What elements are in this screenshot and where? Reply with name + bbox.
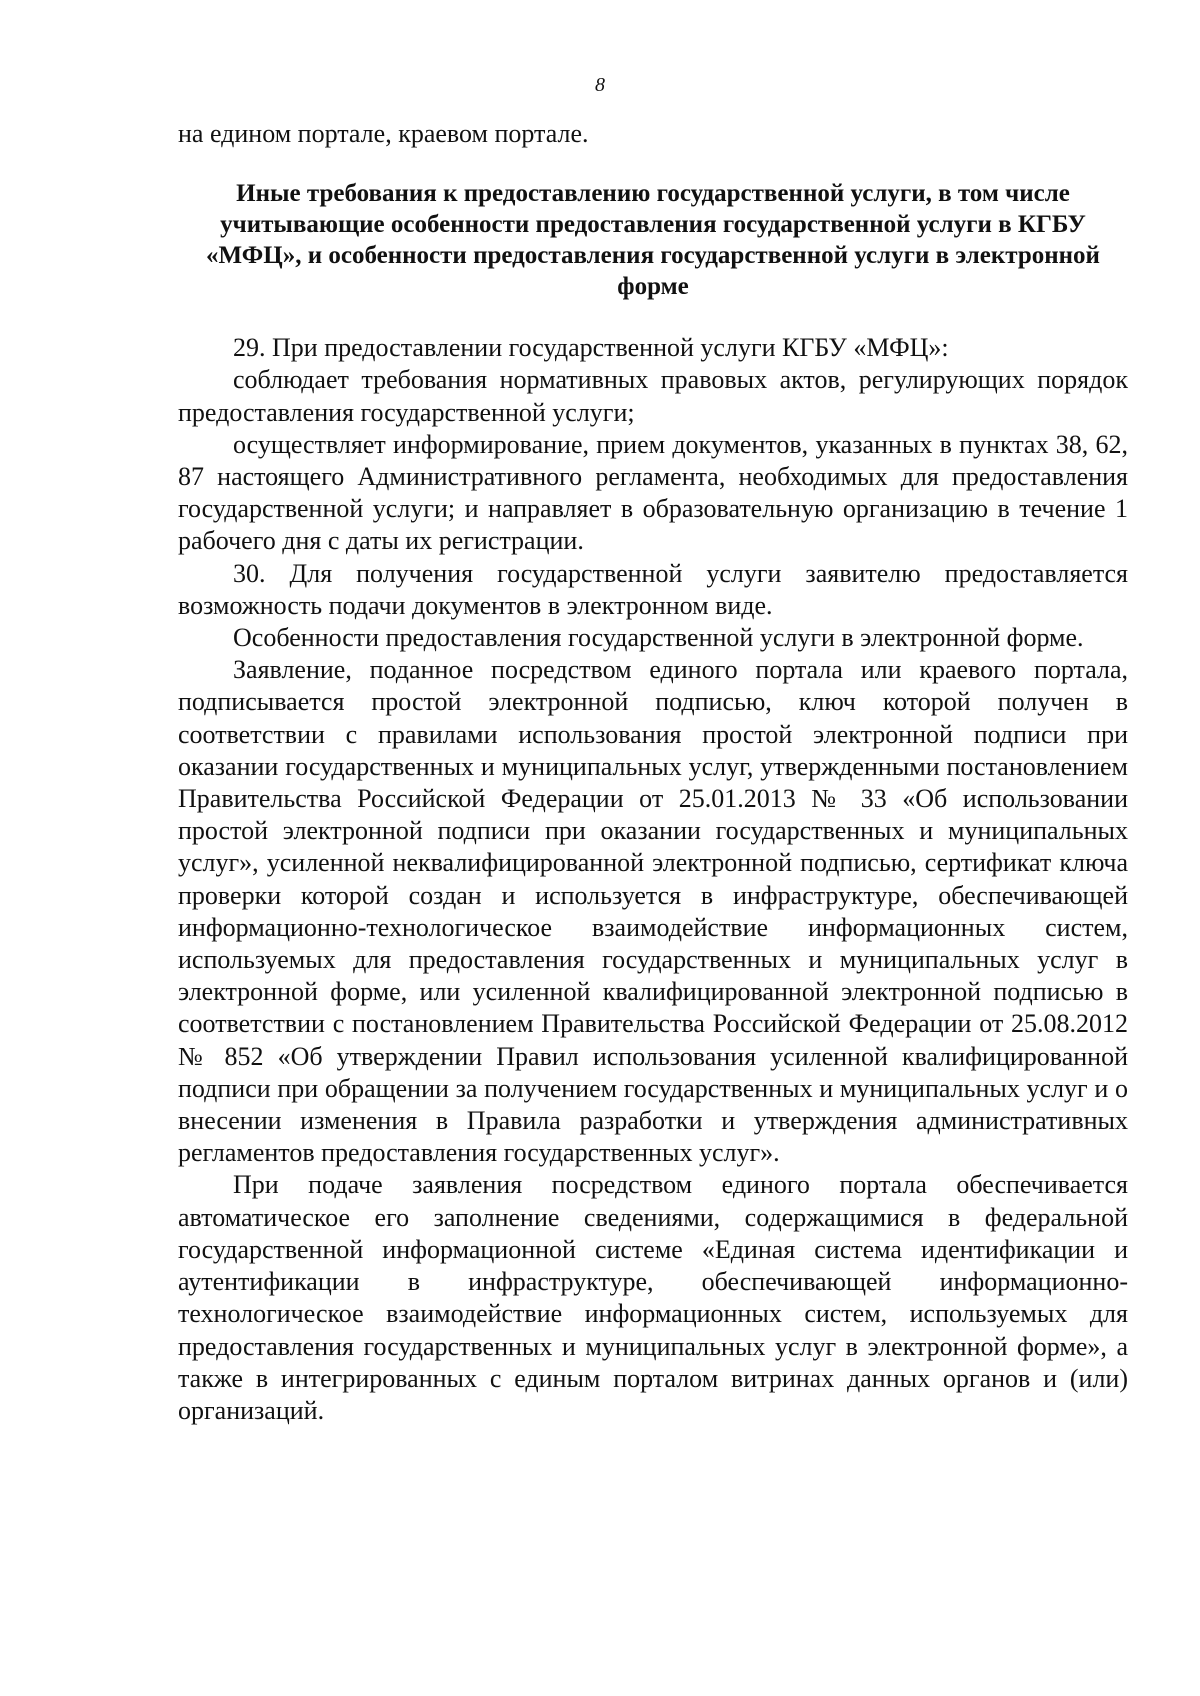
document-body bbox=[178, 118, 1128, 1427]
paragraph-30: 30. Для получения государственной услуги заявителю предоставляется возможность подачи документов в электронном виде. bbox=[178, 558, 1128, 620]
paragraph-autofill: При подаче заявления посредством единого портала обеспечивается автоматическое его заполнение сведениями, содержащимися в федеральной государственной информационной системе «Единая система идентификации и аутентификации в инфраструктуре, обеспечивающей информационно-технологическое взаимодействие информационных систем, используемых для предоставления государственных и муниципальных услуг в электронной форме», а также в интегрированных с единым порталом витринах данных органов и (или) организаций. bbox=[178, 1170, 1128, 1425]
paragraph-29-informing: осуществляет информирование, прием документов, указанных в пунктах 38, 62, 87 настоящего Административного регламента, необходимых для предоставления государственной услуги; и направляет в образовательную организацию в течение 1 рабочего дня с даты их регистрации. bbox=[178, 429, 1128, 556]
page-number: 8 bbox=[595, 74, 605, 96]
section-heading: Иные требования к предоставлению государственной услуги, в том числе учитывающие особенности предоставления государственной услуги в КГБУ «МФЦ», и особенности предоставления государственной услуги в электронной форме bbox=[206, 180, 1100, 301]
paragraph-29-intro: 29. При предоставлении государственной услуги КГБУ «МФЦ»: bbox=[233, 333, 949, 363]
continuation-line: на едином портале, краевом портале. bbox=[178, 119, 589, 148]
paragraph-electronic-features: Особенности предоставления государственной услуги в электронной форме. bbox=[233, 623, 1084, 653]
paragraph-29-compliance: соблюдает требования нормативных правовых актов, регулирующих порядок предоставления государственной услуги; bbox=[178, 365, 1128, 427]
paragraph-application-signature: Заявление, поданное посредством единого портала или краевого портала, подписывается простой электронной подписью, ключ которой получен в соответствии с правилами использования простой электронной подписи при оказании государственных и муниципальных услуг, утвержденными постановлением Правительства Российской Федерации от 25.01.2013 № 33 «Об использовании простой электронной подписи при оказании государственных и муниципальных услуг», усиленной неквалифицированной электронной подписью, сертификат ключа проверки которой создан и используется в инфраструктуре, обеспечивающей информационно-технологическое взаимодействие информационных систем, используемых для предоставления государственных и муниципальных услуг в электронной форме, или усиленной квалифицированной электронной подписью в соответствии с постановлением Правительства Российской Федерации от 25.08.2012 № 852 «Об утверждении Правил использования усиленной квалифицированной подписи при обращении за получением государственных и муниципальных услуг и о внесении изменения в Правила разработки и утверждения административных регламентов предоставления государственных услуг». bbox=[178, 655, 1128, 1168]
